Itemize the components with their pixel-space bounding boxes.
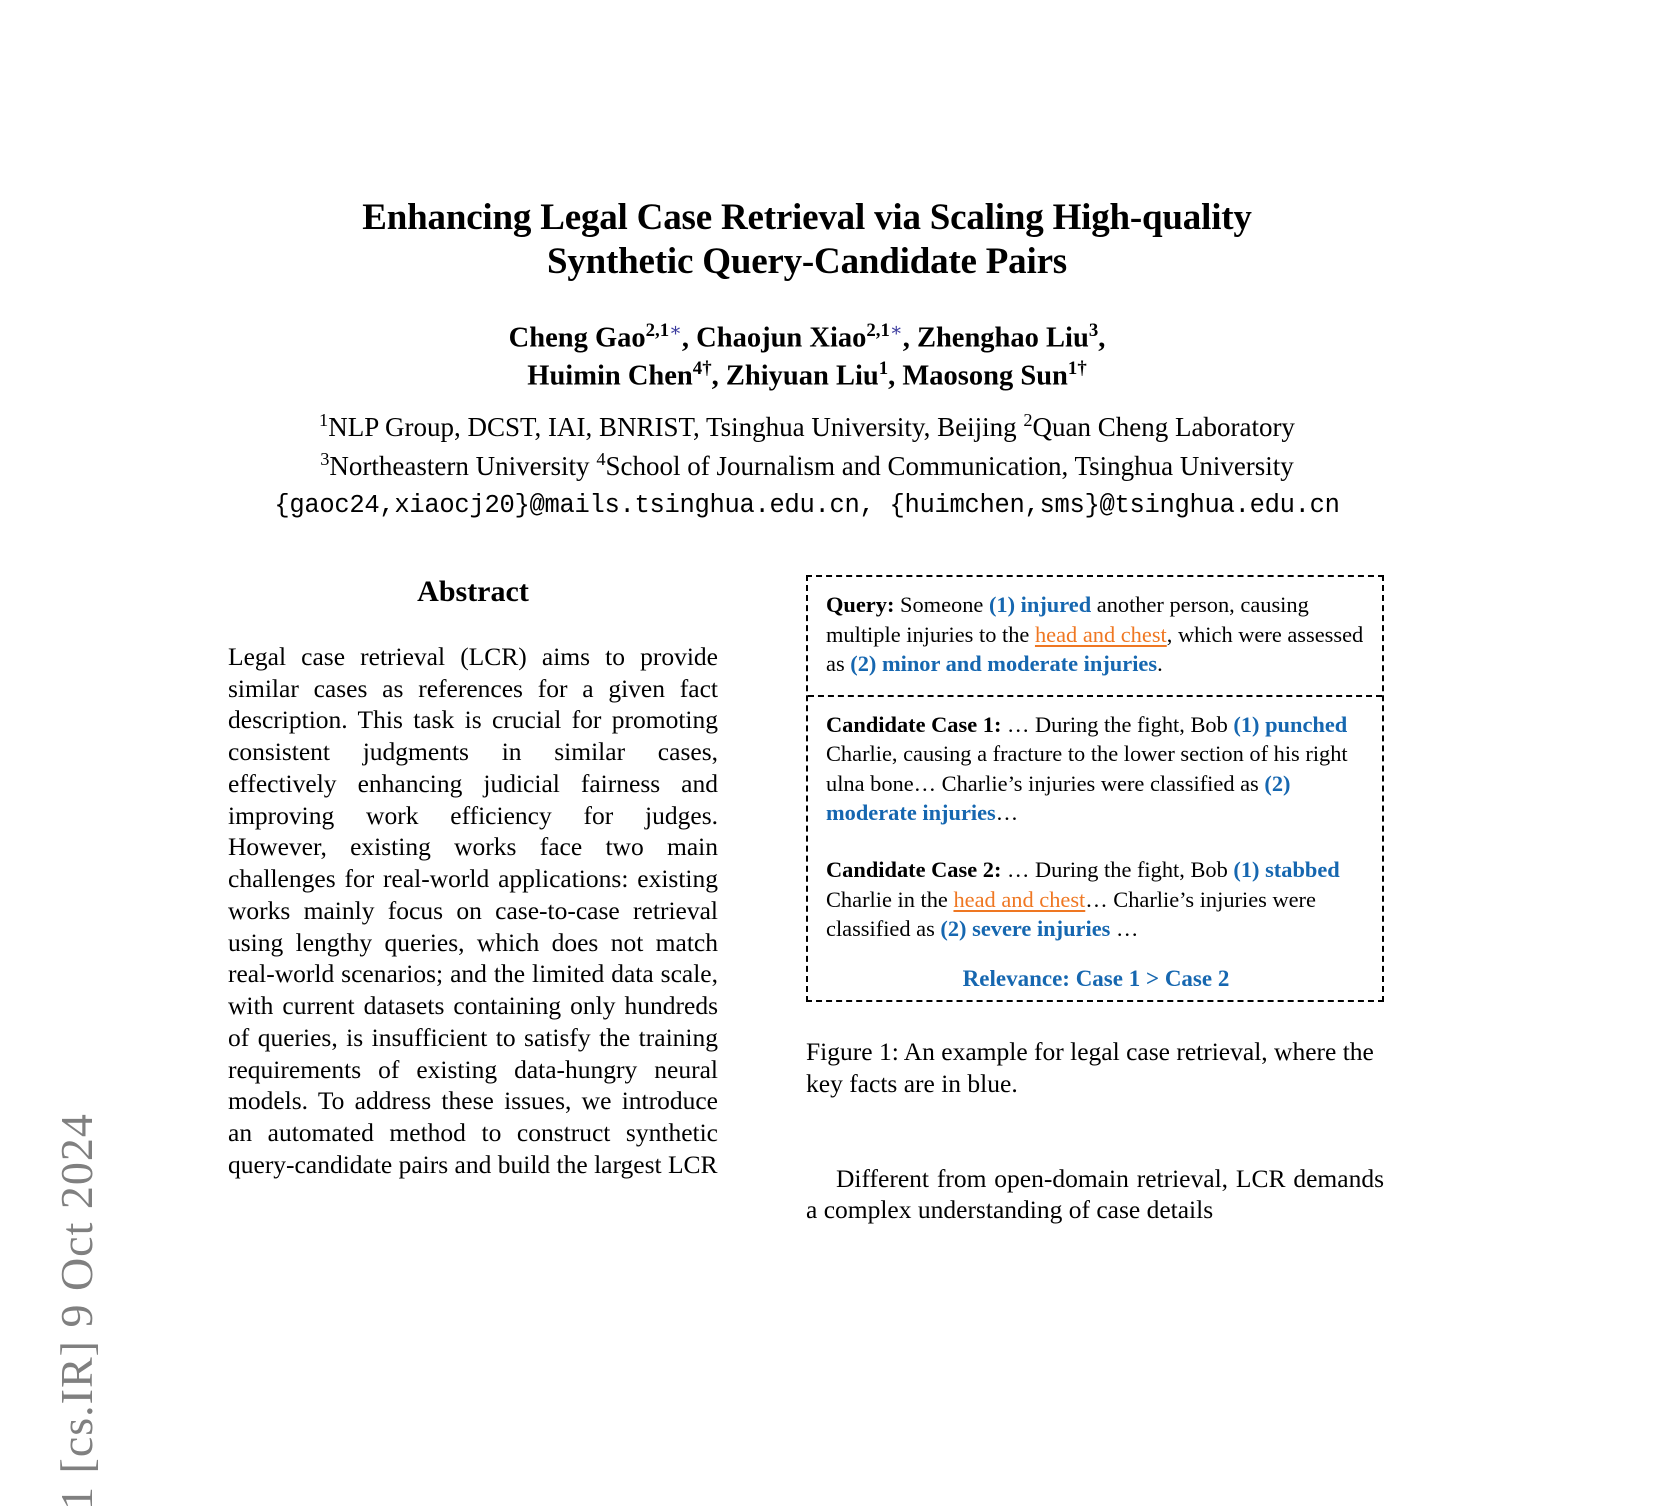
key-fact-highlight: (2) severe injuries (940, 916, 1111, 942)
candidate-1-text: … During the fight, Bob (1) punched Charlie, causing a fracture to the lower section of his right ulna bone… Charlie’s injuries were classified as (2) moderate injuries… (826, 711, 1348, 826)
equal-contribution-marker: ∗ (669, 320, 682, 342)
candidate-2-text: … During the fight, Bob (1) stabbed Charlie in the head and chest… Charlie’s injuries were classified as (2) severe injuries … (826, 856, 1340, 942)
title-line-2: Synthetic Query-Candidate Pairs (546, 240, 1067, 282)
affiliation-text-2: Quan Cheng Laboratory (1032, 411, 1295, 442)
author-affiliation-marker: 2,1∗ (866, 320, 903, 342)
body-paragraph-1: Different from open-domain retrieval, LCR demands a complex understanding of case details (806, 1163, 1384, 1225)
author-name: Huimin Chen (527, 360, 693, 392)
query-label: Query: (826, 592, 895, 617)
affiliation-marker-3: 3 (320, 448, 330, 469)
affiliation-list (227, 407, 1387, 486)
affiliation-text-4: School of Journalism and Communication, Tsinghua University (605, 450, 1294, 481)
candidate-1-label: Candidate Case 1: (826, 711, 1002, 737)
author-affiliation-marker: 1 (878, 358, 889, 380)
key-fact-highlight: (2) minor and moderate injuries (850, 651, 1158, 677)
author-affiliation-marker: 3 (1088, 320, 1099, 342)
figure-1-box (806, 575, 1384, 1002)
title-block (227, 196, 1387, 520)
author-affiliation-marker: 1† (1067, 358, 1087, 380)
equal-contribution-marker: ∗ (889, 320, 903, 342)
affiliation-line-2 (227, 446, 1387, 485)
right-column (806, 575, 1384, 1226)
arxiv-identifier-stamp: 1 [cs.IR] 9 Oct 2024 (51, 1113, 102, 1510)
author-emails: {gaoc24,xiaocj20}@mails.tsinghua.edu.cn, {huimchen,sms}@tsinghua.edu.cn (274, 491, 1340, 521)
figure-query-section (808, 577, 1382, 697)
author-list (227, 319, 1387, 395)
author-name: Zhenghao Liu (916, 322, 1089, 354)
query-text: Someone (1) injured another person, causing multiple injuries to the head and chest, which were assessed as (2) minor and moderate injuries. (826, 592, 1364, 677)
figure-1-caption: Figure 1: An example for legal case retrieval, where the key facts are in blue. (806, 1036, 1374, 1099)
author-affiliation-marker: 2,1∗ (645, 320, 682, 342)
shared-fact-highlight: head and chest (1034, 621, 1167, 647)
author-line-1: Cheng Gao$^{2,1∗}$, Chaojun Xiao$^{2,1∗}$, Zhenghao Liu$^3$, (508, 320, 1106, 354)
shared-fact-highlight: head and chest (953, 886, 1086, 912)
key-fact-highlight: (1) punched (1233, 711, 1348, 737)
affiliation-marker-1: 1 (319, 409, 329, 430)
abstract-heading: Abstract (417, 575, 529, 608)
affiliation-marker-2: 2 (1023, 409, 1033, 430)
left-column (228, 575, 718, 1180)
key-fact-highlight: (1) stabbed (1233, 856, 1340, 882)
abstract-body: Legal case retrieval (LCR) aims to provide similar cases as references for a given fact description. This task is crucial for promoting consistent judgments in similar cases, effectively enhancing judicial fairness and improving work efficiency for judges. However, existing works face two main challenges for real-world applications: existing works mainly focus on case-to-case retrieval using lengthy queries, which does not match real-world scenarios; and the limited data scale, with current datasets containing only hundreds of queries, is insufficient to satisfy the training requirements of existing data-hungry neural models. To address these issues, we introduce an automated method to construct synthetic query-candidate pairs and build the largest LCR (228, 642, 718, 1179)
affiliation-text-1: NLP Group, DCST, IAI, BNRIST, Tsinghua University, Beijing (328, 411, 1024, 442)
affiliation-text-3: Northeastern University (329, 450, 597, 481)
author-name: Zhiyuan Liu (725, 360, 879, 392)
author-line-2: Huimin Chen$^{4\dagger}$, Zhiyuan Liu$^1$, Maosong Sun$^{1\dagger}$ (527, 358, 1087, 392)
author-affiliation-marker: 4† (692, 358, 712, 380)
figure-candidate-1-section (808, 697, 1382, 842)
page-title (227, 196, 1387, 283)
relevance-statement: Relevance: Case 1 > Case 2 (962, 965, 1230, 991)
author-name: Chaojun Xiao (696, 322, 867, 354)
candidate-2-label: Candidate Case 2: (826, 856, 1002, 882)
affiliation-line-1 (227, 407, 1387, 446)
author-name: Maosong Sun (902, 360, 1068, 392)
key-fact-highlight: (1) injured (988, 592, 1092, 617)
author-name: Cheng Gao (508, 322, 646, 354)
title-line-1: Enhancing Legal Case Retrieval via Scaling High-quality (362, 197, 1252, 238)
figure-candidate-2-section (808, 842, 1382, 1000)
affiliation-marker-4: 4 (596, 448, 606, 469)
key-fact-highlight: (2) moderate injuries (826, 770, 1291, 826)
